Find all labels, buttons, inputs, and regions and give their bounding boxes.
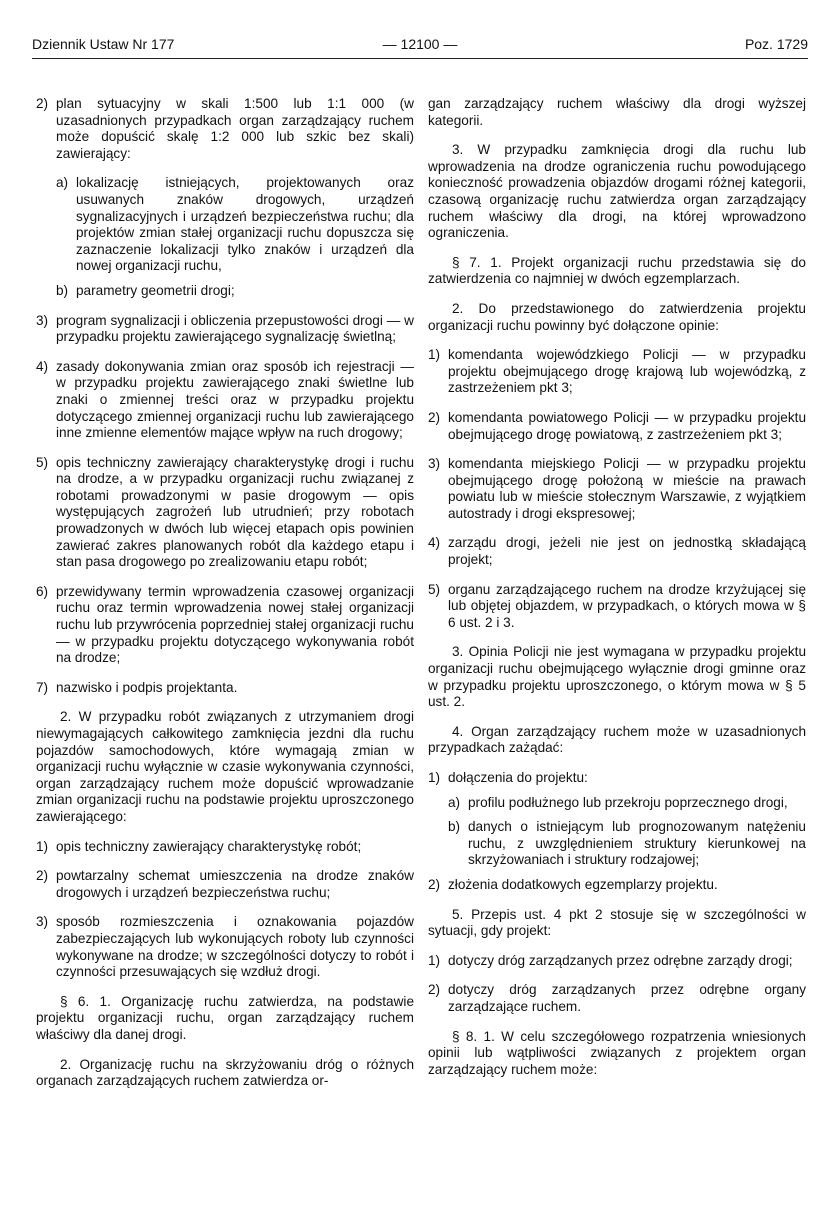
paragraph-continuation: gan zarządzający ruchem właściwy dla drogi wyższej kategorii. [428,96,806,128]
list-item: 2) powtarzalny schemat umieszczenia na drodze znaków drogowych i urządzeń bezpieczeństwa ruchu; [36,868,414,900]
list-item: 5) organu zarządzającego ruchem na drodze krzyżującej się lub objętej objazdem, w przypadkach, o których mowa w § 6 ust. 2 i 3. [428,581,806,630]
list-item: 1) dołączenia do projektu: [428,770,588,785]
section-paragraph: § 7. 1. Projekt organizacji ruchu przedstawia się do zatwierdzenia co najmniej w dwóch egzemplarzach. [428,254,806,287]
list-item: 4) zarządu drogi, jeżeli nie jest on jednostką składającą projekt; [428,535,806,568]
list-item: 1) dotyczy dróg zarządzanych przez odrębne zarządy drogi; [428,952,793,968]
list-item: 1) opis techniczny zawierający charakterystykę robót; [36,838,362,854]
position-number: Poz. 1729 [744,36,808,52]
paragraph: 2. Organizację ruchu na skrzyżowaniu dróg o różnych organach zarządzających ruchem zatwierdza or- [36,1056,414,1089]
journal-title: Dziennik Ustaw Nr 177 [32,36,175,52]
left-column [36,96,414,1103]
list-item: 4) zasady dokonywania zmian oraz sposób ich rejestracji — w przypadku projektu zawierającego znaki świetlne lub znaki o zmiennej treści oraz w przypadku projektu dotyczącego zmiennej organizacji ruchu lub zawierającego inne zmienne elementów mające wpływ na ruch drogowy; [36,358,414,441]
sub-item: a) profilu podłużnego lub przekroju poprzecznego drogi, [448,794,788,810]
paragraph: 3. W przypadku zamknięcia drogi dla ruchu lub wprowadzenia na drodze ograniczenia ruchu powodującego konieczność prowadzenia objazdów drogami różnej kategorii, czasową organizację ruchu zatwierdza organ zarządzający ruchem właściwy dla drogi, na której wprowadzono ograniczenia. [428,142,806,241]
paragraph: 2. Do przedstawionego do zatwierdzenia projektu organizacji ruchu powinny być dołączone opinie: [428,300,806,333]
list-item: 2) plan sytuacyjny w skali 1:500 lub 1:1 000 (w uzasadnionych przypadkach organ zarządzający ruchem może dopuścić skalę 1:2 000 lub szkic bez skali) zawierający: [36,96,414,161]
sub-item: b) parametry geometrii drogi; [56,282,235,298]
section-paragraph: § 6. 1. Organizację ruchu zatwierdza, na podstawie projektu organizacji ruchu, organ zarządzający ruchem właściwy dla danej drogi. [36,993,414,1042]
paragraph: 3. Opinia Policji nie jest wymagana w przypadku projektu organizacji ruchu obejmującego wyłącznie drogi gminne oraz w przypadku projektu uproszczonego, o którym mowa w § 5 ust. 2. [428,644,806,710]
sub-item: b) danych o istniejącym lub prognozowanym natężeniu ruchu, z uwzględnieniem struktury kierunkowej na skrzyżowaniach i struktury rodzajowej; [448,819,806,868]
paragraph: 4. Organ zarządzający ruchem może w uzasadnionych przypadkach zażądać: [428,723,806,756]
list-item: 1) komendanta wojewódzkiego Policji — w przypadku projektu obejmującego drogę krajową lub wojewódzką, z zastrzeżeniem pkt 3; [428,347,806,396]
page-number: — 12100 — [382,36,458,52]
list-item: 2) komendanta powiatowego Policji — w przypadku projektu obejmującego drogę powiatową, z zastrzeżeniem pkt 3; [428,409,806,442]
paragraph: 2. W przypadku robót związanych z utrzymaniem drogi niewymagających całkowitego zamknięcia jezdni dla ruchu pojazdów samochodowych, które wymagają zmian w organizacji ruchu wyłącznie w czasie wykonywania czynności, organ zarządzający ruchem może dopuścić wprowadzanie zmian organizacji ruchu na podstawie projektu uproszczonego zawierającego: [36,709,414,824]
right-column [428,96,806,1091]
list-item: 2) dotyczy dróg zarządzanych przez odrębne organy zarządzające ruchem. [428,982,806,1014]
list-item: 3) program sygnalizacji i obliczenia przepustowości drogi — w przypadku projektu zawierającego sygnalizację świetlną; [36,312,414,345]
section-paragraph: § 8. 1. W celu szczegółowego rozpatrzenia wniesionych opinii lub wątpliwości związanych z projektem organ zarządzający ruchem może: [428,1028,806,1077]
list-item: 6) przewidywany termin wprowadzenia czasowej organizacji ruchu oraz termin wprowadzenia nowej stałej organizacji ruchu lub przywrócenia poprzedniej stałej organizacji ruchu — w przypadku projektu dotyczącego wykonywania robót na drodze; [36,583,414,666]
sub-item: a) lokalizację istniejących, projektowanych oraz usuwanych znaków drogowych, urządzeń sygnalizacyjnych i urządzeń bezpieczeństwa ruchu; dla projektów zmian stałej organizacji ruchu dopuszcza się zaznaczenie lokalizacji tylko znaków i urządzeń dla nowej organizacji ruchu, [56,175,414,274]
list-item: 5) opis techniczny zawierający charakterystykę drogi i ruchu na drodze, a w przypadku organizacji ruchu związanej z robotami prowadzonymi w pasie drogowym — opis występujących zagrożeń lub utrudnień; przy robotach prowadzonych w dwóch lub więcej etapach opis powinien zawierać zakres planowanych robót dla każdego etapu i stan pasa drogowego po zrealizowaniu etapu robót; [36,454,414,570]
list-item: 2) złożenia dodatkowych egzemplarzy projektu. [428,876,718,892]
paragraph: 5. Przepis ust. 4 pkt 2 stosuje się w szczególności w sytuacji, gdy projekt: [428,906,806,939]
list-item: 7) nazwisko i podpis projektanta. [36,679,238,695]
list-item: 3) komendanta miejskiego Policji — w przypadku projektu obejmującego drogę położoną w mieście na prawach powiatu lub w mieście stołecznym Warszawie, z wyjątkiem autostrady i drogi ekspresowej; [428,456,806,521]
list-item: 3) sposób rozmieszczenia i oznakowania pojazdów zabezpieczających lub wykonujących roboty lub czynności wykonywane na drodze; w szczególności dotyczy to robót i czynności przesuwających się wzdłuż drogi. [36,914,414,980]
page-header [32,36,808,59]
